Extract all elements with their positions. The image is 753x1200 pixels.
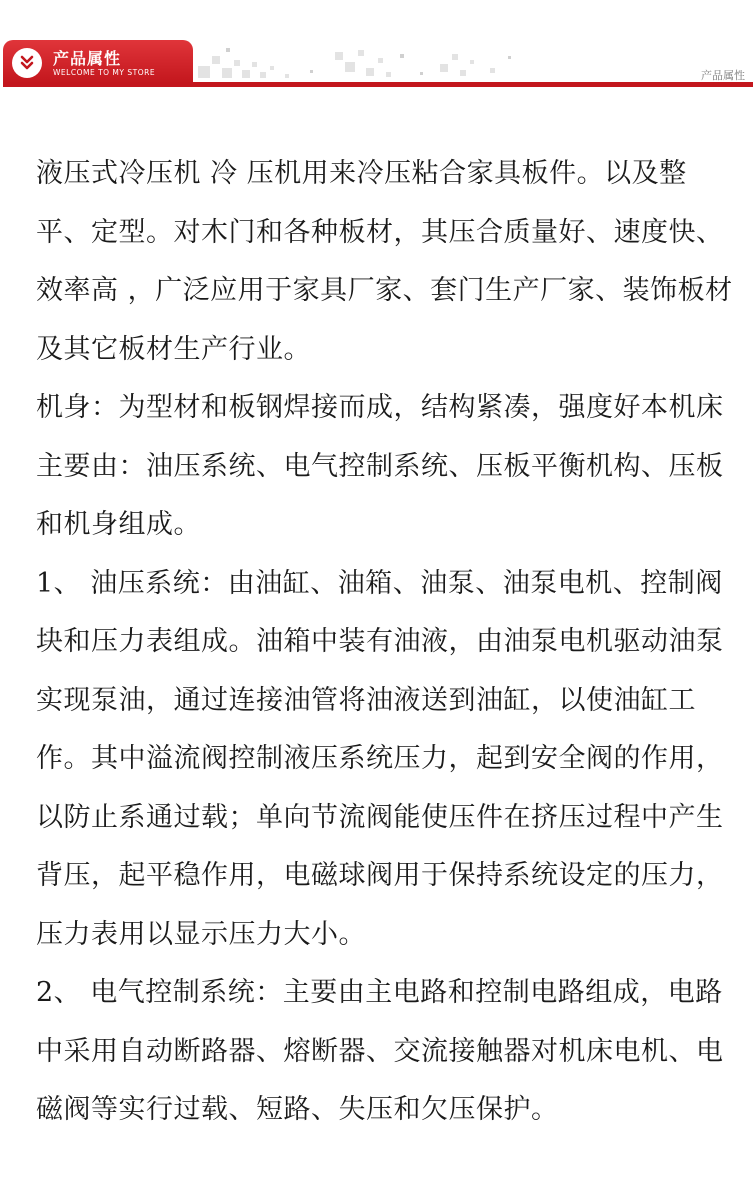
paragraph-hydraulic-system: 1、 油压系统：由油缸、油箱、油泵、油泵电机、控制阀块和压力表组成。油箱中装有油液，由油泵电机驱动油泵实现泵油，通过连接油管将油液送到油缸，以使油缸工作。其中溢流阀控制液压系统压力，起到安全阀的作用，以防止系通过载；单向节流阀能使压件在挤压过程中产生背压，起平稳作用，电磁球阀用于保持系统设定的压力，压力表用以显示压力大小。 <box>36 567 724 950</box>
paragraph-electrical-control: 2、 电气控制系统：主要由主电路和控制电路组成，电路中采用自动断路器、熔断器、交流接触器对机床电机、电磁阀等实行过载、短路、失压和欠压保护。 <box>36 977 724 1125</box>
section-subtitle: WELCOME TO MY STORE <box>53 68 156 77</box>
section-title: 产品属性 <box>53 49 122 68</box>
header-right-label: 产品属性 <box>701 69 745 82</box>
paragraph-intro: 液压式冷压机 冷 压机用来冷压粘合家具板件。以及整平、定型。对木门和各种板材，其压合质量好、速度快、效率高 ，广泛应用于家具厂家、套门生产厂家、装饰板材及其它板材生产行业。 <box>36 158 733 365</box>
section-header <box>0 0 753 92</box>
section-badge <box>3 40 193 84</box>
product-description <box>36 145 741 1140</box>
pixel-decoration <box>190 42 520 82</box>
paragraph-machine-body: 机身：为型材和板钢焊接而成，结构紧凑，强度好本机床主要由：油压系统、电气控制系统、压板平衡机构、压板和机身组成。 <box>36 392 724 540</box>
header-underline <box>3 82 753 87</box>
double-chevron-down-icon <box>12 48 42 78</box>
